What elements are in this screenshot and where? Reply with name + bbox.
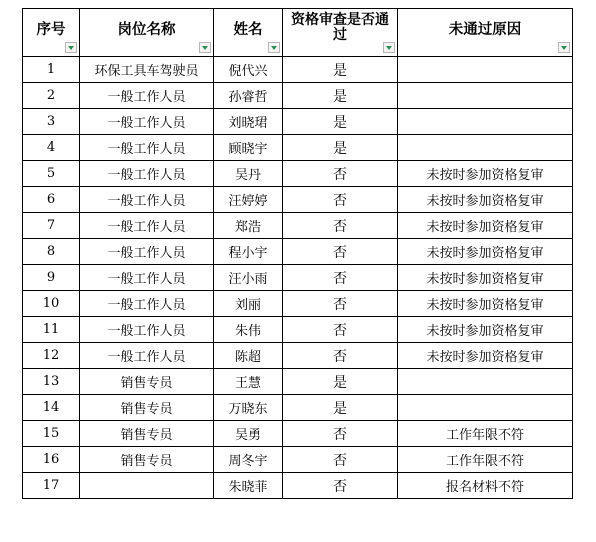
table-row (23, 395, 573, 421)
header-row (23, 9, 573, 57)
position-cell[interactable]: 销售专员 (80, 395, 214, 421)
position-cell[interactable]: 一般工作人员 (80, 343, 214, 369)
name-cell[interactable]: 朱伟 (214, 317, 283, 343)
index-cell[interactable]: 16 (23, 447, 80, 473)
index-cell[interactable]: 1 (23, 57, 80, 83)
name-cell[interactable]: 周冬宇 (214, 447, 283, 473)
table-row (23, 187, 573, 213)
index-cell[interactable]: 15 (23, 421, 80, 447)
reason-cell[interactable]: 工作年限不符 (398, 447, 573, 473)
position-cell[interactable]: 一般工作人员 (80, 291, 214, 317)
filter-dropdown-icon[interactable] (558, 42, 570, 53)
reason-cell[interactable]: 未按时参加资格复审 (398, 187, 573, 213)
index-cell[interactable]: 17 (23, 473, 80, 499)
passed-cell[interactable]: 否 (283, 317, 398, 343)
header-cell-name (214, 9, 283, 57)
passed-cell[interactable]: 否 (283, 291, 398, 317)
table-body (23, 57, 573, 499)
name-cell[interactable]: 吴丹 (214, 161, 283, 187)
table-row (23, 447, 573, 473)
table-row (23, 135, 573, 161)
reason-cell[interactable]: 未按时参加资格复审 (398, 265, 573, 291)
passed-cell[interactable]: 否 (283, 343, 398, 369)
table-row (23, 109, 573, 135)
reason-cell[interactable] (398, 395, 573, 421)
table-row (23, 57, 573, 83)
name-cell[interactable]: 朱晓菲 (214, 473, 283, 499)
index-cell[interactable]: 5 (23, 161, 80, 187)
name-cell[interactable]: 陈超 (214, 343, 283, 369)
reason-cell[interactable] (398, 369, 573, 395)
passed-cell[interactable]: 否 (283, 473, 398, 499)
table-row (23, 369, 573, 395)
filter-dropdown-icon[interactable] (199, 42, 211, 53)
header-cell-passed (283, 9, 398, 57)
table-row (23, 343, 573, 369)
position-cell[interactable]: 一般工作人员 (80, 109, 214, 135)
name-cell[interactable]: 程小宇 (214, 239, 283, 265)
reason-cell[interactable]: 工作年限不符 (398, 421, 573, 447)
position-cell[interactable]: 一般工作人员 (80, 239, 214, 265)
header-cell-index (23, 9, 80, 57)
reason-cell[interactable]: 未按时参加资格复审 (398, 239, 573, 265)
position-cell[interactable] (80, 473, 214, 499)
reason-cell[interactable] (398, 57, 573, 83)
table-row (23, 291, 573, 317)
position-cell[interactable]: 一般工作人员 (80, 187, 214, 213)
reason-cell[interactable] (398, 135, 573, 161)
table-row (23, 83, 573, 109)
position-cell[interactable]: 销售专员 (80, 447, 214, 473)
name-cell[interactable]: 王慧 (214, 369, 283, 395)
position-cell[interactable]: 一般工作人员 (80, 161, 214, 187)
index-cell[interactable]: 13 (23, 369, 80, 395)
passed-cell[interactable]: 否 (283, 447, 398, 473)
name-cell[interactable]: 万晓东 (214, 395, 283, 421)
index-cell[interactable]: 12 (23, 343, 80, 369)
index-cell[interactable]: 2 (23, 83, 80, 109)
reason-cell[interactable]: 报名材料不符 (398, 473, 573, 499)
reason-cell[interactable]: 未按时参加资格复审 (398, 161, 573, 187)
index-cell[interactable]: 14 (23, 395, 80, 421)
header-label: 序号 (36, 22, 66, 38)
name-cell[interactable]: 吴勇 (214, 421, 283, 447)
passed-cell[interactable]: 是 (283, 395, 398, 421)
table-row (23, 239, 573, 265)
filter-dropdown-icon[interactable] (268, 42, 280, 53)
table-row (23, 213, 573, 239)
header-label: 未通过原因 (448, 22, 522, 38)
reason-cell[interactable]: 未按时参加资格复审 (398, 317, 573, 343)
passed-cell[interactable]: 是 (283, 57, 398, 83)
index-cell[interactable]: 9 (23, 265, 80, 291)
index-cell[interactable]: 8 (23, 239, 80, 265)
passed-cell[interactable]: 否 (283, 265, 398, 291)
table-row (23, 473, 573, 499)
passed-cell[interactable]: 否 (283, 161, 398, 187)
name-cell[interactable]: 汪小雨 (214, 265, 283, 291)
table-row (23, 265, 573, 291)
position-cell[interactable]: 一般工作人员 (80, 213, 214, 239)
passed-cell[interactable]: 否 (283, 213, 398, 239)
table-row (23, 317, 573, 343)
passed-cell[interactable]: 否 (283, 421, 398, 447)
index-cell[interactable]: 6 (23, 187, 80, 213)
results-table (22, 8, 573, 499)
passed-cell[interactable]: 否 (283, 239, 398, 265)
passed-cell[interactable]: 是 (283, 109, 398, 135)
index-cell[interactable]: 3 (23, 109, 80, 135)
name-cell[interactable]: 刘丽 (214, 291, 283, 317)
name-cell[interactable]: 孙睿哲 (214, 83, 283, 109)
table-row (23, 421, 573, 447)
name-cell[interactable]: 郑浩 (214, 213, 283, 239)
position-cell[interactable]: 一般工作人员 (80, 135, 214, 161)
table-row (23, 161, 573, 187)
reason-cell[interactable] (398, 109, 573, 135)
passed-cell[interactable]: 是 (283, 83, 398, 109)
position-cell[interactable]: 一般工作人员 (80, 317, 214, 343)
index-cell[interactable]: 7 (23, 213, 80, 239)
passed-cell[interactable]: 是 (283, 369, 398, 395)
index-cell[interactable]: 4 (23, 135, 80, 161)
reason-cell[interactable]: 未按时参加资格复审 (398, 343, 573, 369)
filter-dropdown-icon[interactable] (383, 42, 395, 53)
header-cell-reason (398, 9, 573, 57)
name-cell[interactable]: 顾晓宇 (214, 135, 283, 161)
name-cell[interactable]: 汪婷婷 (214, 187, 283, 213)
reason-cell[interactable]: 未按时参加资格复审 (398, 291, 573, 317)
filter-dropdown-icon[interactable] (65, 42, 77, 53)
position-cell[interactable]: 一般工作人员 (80, 83, 214, 109)
passed-cell[interactable]: 否 (283, 187, 398, 213)
name-cell[interactable]: 刘晓珺 (214, 109, 283, 135)
position-cell[interactable]: 销售专员 (80, 369, 214, 395)
header-label: 姓名 (233, 22, 263, 38)
reason-cell[interactable] (398, 83, 573, 109)
position-cell[interactable]: 环保工具车驾驶员 (80, 57, 214, 83)
header-label: 资格审查是否通过 (291, 11, 389, 43)
index-cell[interactable]: 11 (23, 317, 80, 343)
reason-cell[interactable]: 未按时参加资格复审 (398, 213, 573, 239)
passed-cell[interactable]: 是 (283, 135, 398, 161)
position-cell[interactable]: 销售专员 (80, 421, 214, 447)
header-cell-position (80, 9, 214, 57)
index-cell[interactable]: 10 (23, 291, 80, 317)
name-cell[interactable]: 倪代兴 (214, 57, 283, 83)
position-cell[interactable]: 一般工作人员 (80, 265, 214, 291)
header-label: 岗位名称 (117, 22, 176, 38)
